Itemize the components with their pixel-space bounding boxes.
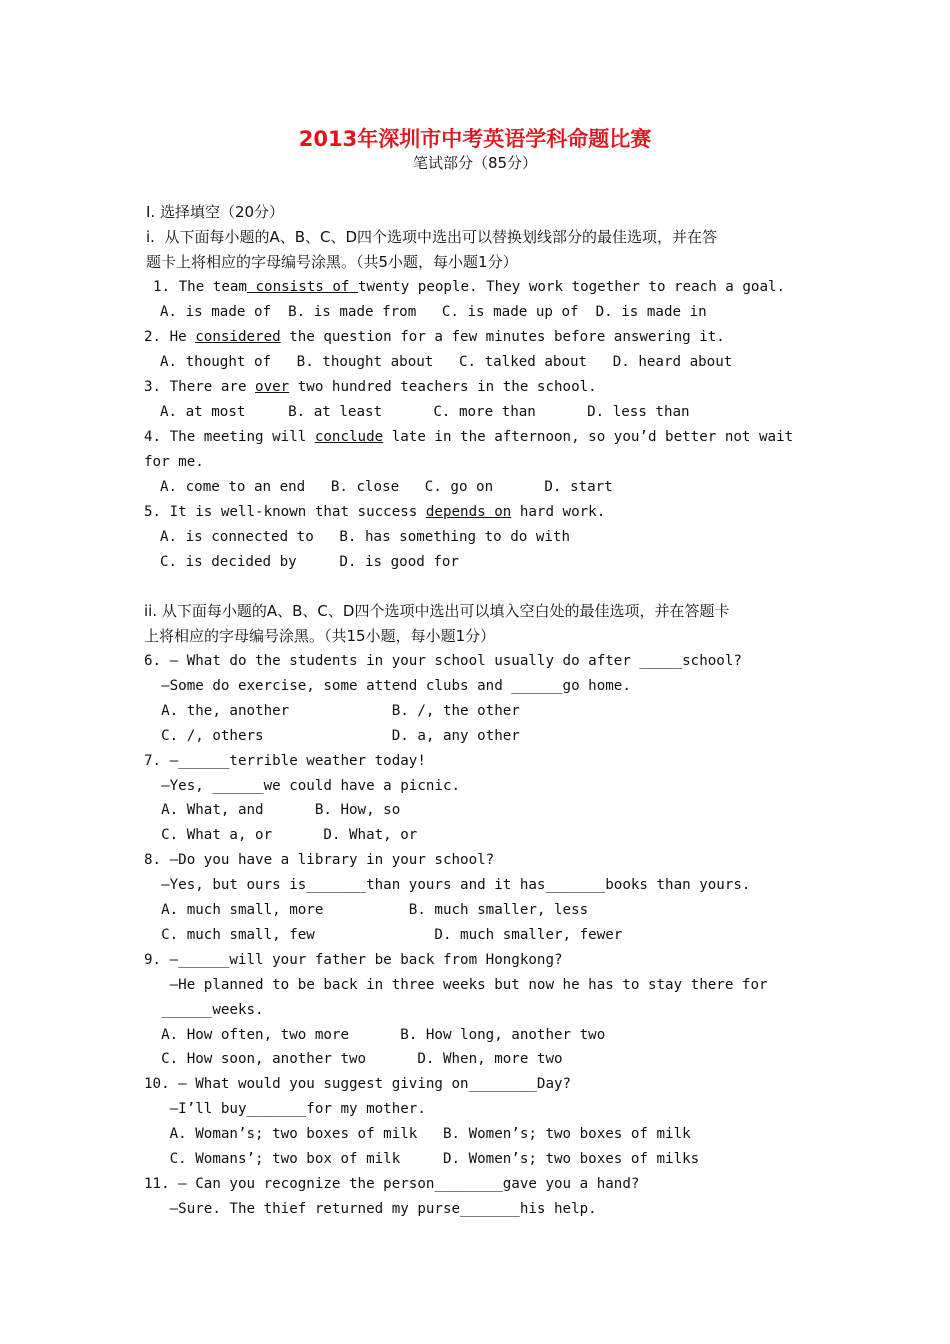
part-ii-line: 7. —______terrible weather today! bbox=[144, 752, 426, 769]
question-5-underlined: depends on bbox=[425, 504, 512, 520]
part-ii-line: C. Womans’; two box of milk D. Women’s; two boxes of milks bbox=[144, 1151, 700, 1167]
page-title: 2013年深圳市中考英语学科命题比赛 bbox=[298, 127, 652, 151]
question-4-stem-pre: 4. The meeting will bbox=[144, 429, 315, 445]
part-ii-line: A. the, another B. /, the other bbox=[144, 702, 520, 719]
part-ii-line: —Sure. The thief returned my purse_______his help. bbox=[144, 1200, 597, 1217]
part-ii-line: —Yes, but ours is_______than yours and it has_______books than yours. bbox=[144, 877, 751, 894]
part-i-instruction-line2: 题卡上将相应的字母编号涂黑。（共5小题，每小题1分） bbox=[146, 253, 518, 271]
question-3-stem-post: two hundred teachers in the school. bbox=[289, 379, 597, 395]
question-5-stem-post: hard work. bbox=[511, 504, 606, 520]
part-ii-line: —Yes, ______we could have a picnic. bbox=[144, 777, 461, 794]
question-3 bbox=[144, 377, 597, 397]
part-ii-line: 8. —Do you have a library in your school? bbox=[144, 852, 495, 869]
part-ii-line: 11. — Can you recognize the person________gave you a hand? bbox=[144, 1175, 640, 1192]
part-ii-instruction-line1: ii. 从下面每小题的A、B、C、D四个选项中选出可以填入空白处的最佳选项，并在答题卡 bbox=[144, 602, 730, 620]
part-ii-line: —Some do exercise, some attend clubs and ______go home. bbox=[144, 677, 631, 694]
part-ii-instruction-line2: 上将相应的字母编号涂黑。（共15小题，每小题1分） bbox=[144, 627, 496, 645]
question-4-stem-post: late in the afternoon, so you’d better not wait bbox=[383, 429, 794, 445]
part-ii-line: C. much small, few D. much smaller, fewer bbox=[144, 926, 623, 943]
question-1 bbox=[153, 277, 785, 297]
question-4-underlined: conclude bbox=[314, 429, 384, 445]
question-4 bbox=[144, 427, 793, 447]
part-ii-line: A. What, and B. How, so bbox=[144, 802, 401, 819]
part-ii-line: 6. — What do the students in your school usually do after _____school? bbox=[144, 653, 742, 669]
question-2-underlined: considered bbox=[195, 329, 281, 345]
part-i-instruction-line1: i. 从下面每小题的A、B、C、D四个选项中选出可以替换划线部分的最佳选项，并在答 bbox=[146, 228, 718, 246]
part-ii-line: C. /, others D. a, any other bbox=[144, 727, 520, 744]
part-ii-line: C. What a, or D. What, or bbox=[144, 827, 418, 844]
question-1-stem-pre: 1. The team bbox=[153, 279, 247, 295]
question-5-options-row2: C. is decided by D. is good for bbox=[160, 554, 459, 570]
question-1-options: A. is made of B. is made from C. is made up of D. is made in bbox=[160, 304, 707, 320]
question-5-stem-pre: 5. It is well-known that success bbox=[144, 504, 426, 520]
page-subtitle: 笔试部分（85分） bbox=[412, 154, 538, 172]
part-ii-line: 9. —______will your father be back from Hongkong? bbox=[144, 951, 563, 968]
question-2-stem-post: the question for a few minutes before answering it. bbox=[280, 329, 725, 345]
question-2-stem-pre: 2. He bbox=[144, 329, 196, 345]
part-ii-line: ______weeks. bbox=[144, 1001, 264, 1018]
part-ii-line: A. How often, two more B. How long, another two bbox=[144, 1026, 606, 1043]
question-3-stem-pre: 3. There are bbox=[144, 379, 256, 395]
part-ii-line: —I’ll buy_______for my mother. bbox=[144, 1101, 426, 1118]
question-5-options-row1: A. is connected to B. has something to do with bbox=[160, 529, 570, 545]
question-3-underlined: over bbox=[255, 379, 290, 395]
part-ii-line: A. much small, more B. much smaller, less bbox=[144, 902, 589, 918]
question-3-options: A. at most B. at least C. more than D. less than bbox=[160, 404, 690, 420]
part-ii-line: 10. — What would you suggest giving on________Day? bbox=[144, 1076, 572, 1093]
question-4-options: A. come to an end B. close C. go on D. start bbox=[160, 479, 613, 495]
section-heading: Ⅰ. 选择填空（20分） bbox=[146, 203, 285, 221]
part-ii-line: C. How soon, another two D. When, more two bbox=[144, 1051, 563, 1068]
part-ii-line: —He planned to be back in three weeks but now he has to stay there for bbox=[144, 976, 768, 993]
question-1-underlined: consists of bbox=[246, 279, 359, 295]
question-4-continuation: for me. bbox=[144, 454, 204, 470]
question-5 bbox=[144, 502, 605, 522]
question-2 bbox=[144, 327, 725, 347]
question-2-options: A. thought of B. thought about C. talked about D. heard about bbox=[160, 354, 733, 370]
question-1-stem-post: twenty people. They work together to reach a goal. bbox=[358, 279, 786, 295]
part-ii-line: A. Woman’s; two boxes of milk B. Women’s; two boxes of milk bbox=[144, 1126, 691, 1143]
